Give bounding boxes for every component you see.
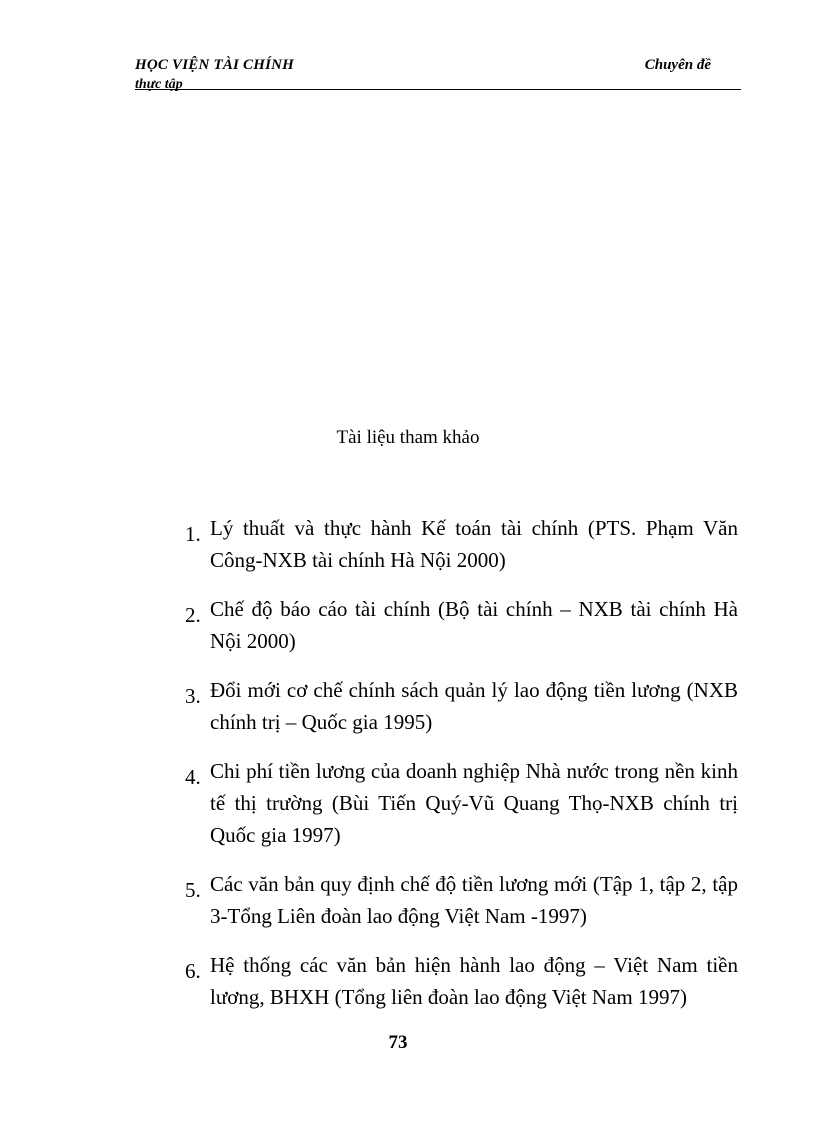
reference-text: Các văn bản quy định chế độ tiền lương mới (Tập 1, tập 2, tập 3-Tổng Liên đoàn lao động Việt Nam -1997) (210, 872, 738, 928)
reference-item (185, 512, 738, 576)
reference-item (185, 593, 738, 657)
reference-number: 3. (185, 684, 201, 708)
reference-text: Chi phí tiền lương của doanh nghiệp Nhà nước trong nền kinh tế thị trường (Bùi Tiến Quý-Vũ Quang Thọ-NXB chính trị Quốc gia 1997) (210, 759, 738, 847)
reference-text: Hệ thống các văn bản hiện hành lao động – Việt Nam tiền lương, BHXH (Tổng liên đoàn lao động Việt Nam 1997) (210, 953, 738, 1009)
reference-item (185, 755, 738, 851)
header-institution: HỌC VIỆN TÀI CHÍNH (135, 57, 295, 73)
reference-item (185, 949, 738, 1013)
reference-text: Chế độ báo cáo tài chính (Bộ tài chính – NXB tài chính Hà Nội 2000) (210, 597, 738, 653)
reference-number: 6. (185, 959, 201, 983)
reference-text: Lý thuất và thực hành Kế toán tài chính (PTS. Phạm Văn Công-NXB tài chính Hà Nội 2000) (210, 516, 738, 572)
reference-list (185, 512, 738, 1030)
reference-number: 5. (185, 878, 201, 902)
reference-item (185, 868, 738, 932)
header-doc-type-continued: thực tập (135, 77, 183, 92)
page-number: 73 (388, 1032, 408, 1053)
page-header (135, 57, 741, 91)
reference-number: 4. (185, 765, 201, 789)
header-doc-type: Chuyên đề (644, 57, 711, 73)
reference-text: Đổi mới cơ chế chính sách quản lý lao động tiền lương (NXB chính trị – Quốc gia 1995) (210, 678, 738, 734)
reference-item (185, 674, 738, 738)
reference-number: 1. (185, 522, 201, 546)
reference-number: 2. (185, 603, 201, 627)
page-title: Tài liệu tham khảo (336, 427, 480, 448)
header-divider (135, 89, 741, 90)
